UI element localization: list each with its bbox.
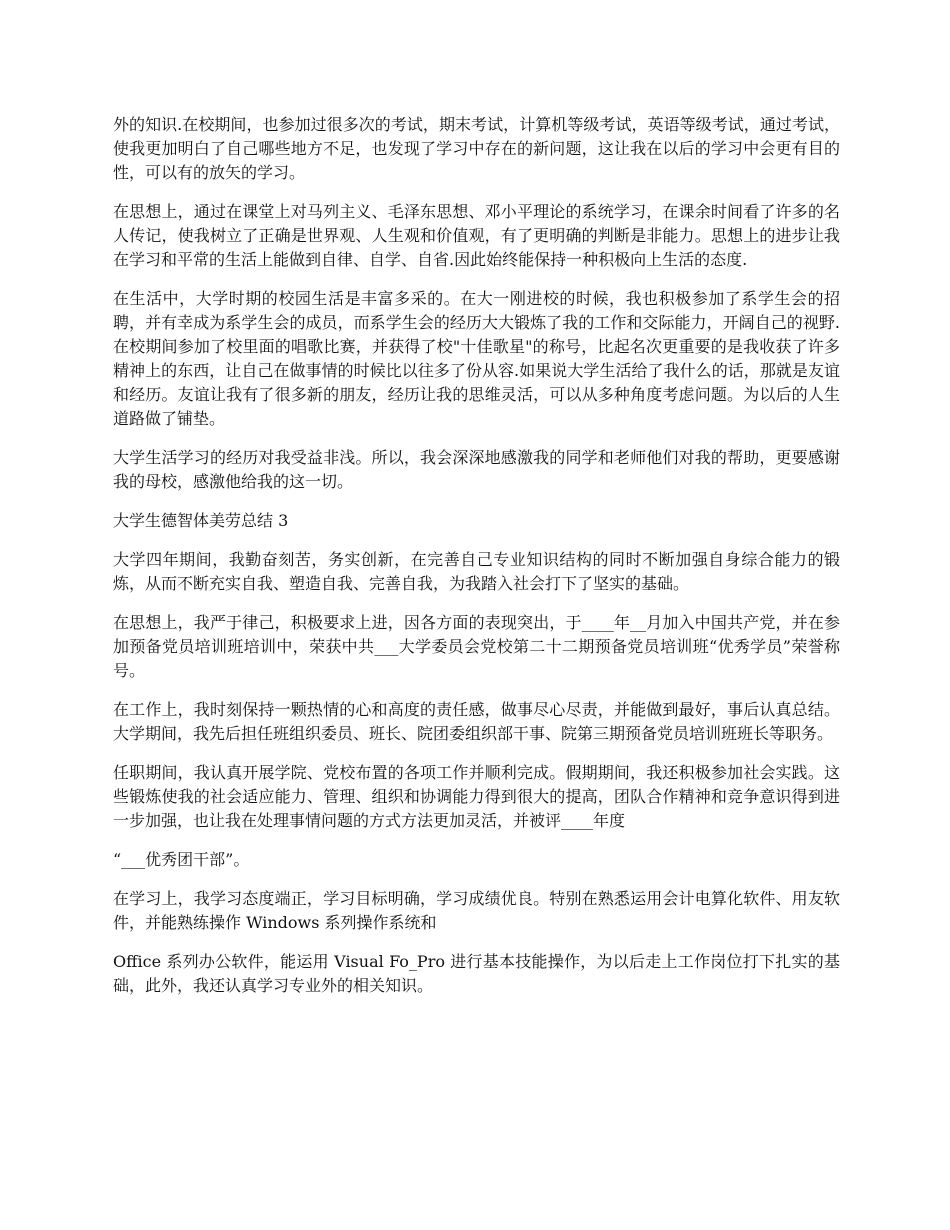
paragraph-learning: 在学习上，我学习态度端正，学习目标明确，学习成绩优良。特别在熟悉运用会计电算化软件、用友软件，并能熟练操作 Windows 系列操作系统和 xyxy=(113,889,840,932)
paragraph-work: 在工作上，我时刻保持一颗热情的心和高度的责任感，做事尽心尽责，并能做到最好，事后认真总结。大学期间，我先后担任班组织委员、班长、院团委组织部干事、院第三期预备党员培训班班长等职务。 xyxy=(113,700,840,743)
document-page xyxy=(113,113,840,1013)
paragraph-office-skills: Office 系列办公软件，能运用 Visual Fo_Pro 进行基本技能操作，为以后走上工作岗位打下扎实的基础，此外，我还认真学习专业外的相关知识。 xyxy=(113,952,840,995)
paragraph-gratitude: 大学生活学习的经历对我受益非浅。所以，我会深深地感激我的同学和老师他们对我的帮助，更要感谢我的母校，感激他给我的这一切。 xyxy=(113,448,840,491)
paragraph-tenure: 任职期间，我认真开展学院、党校布置的各项工作并顺利完成。假期期间，我还积极参加社会实践。这些锻炼使我的社会适应能力、管理、组织和协调能力得到很大的提高，团队合作精神和竞争意识得到进一步加强，也让我在处理事情问题的方式方法更加灵活，并被评____年度 xyxy=(113,763,840,830)
paragraph-party-membership: 在思想上，我严于律己，积极要求上进，因各方面的表现突出，于____年__月加入中国共产党，并在参加预备党员培训班培训中，荣获中共___大学委员会党校第二十二期预备党员培训班“优秀学员”荣誉称号。 xyxy=(113,613,840,680)
paragraph-award: “___优秀团干部”。 xyxy=(113,850,250,869)
paragraph-ideology: 在思想上，通过在课堂上对马列主义、毛泽东思想、邓小平理论的系统学习，在课余时间看了许多的名人传记，使我树立了正确是世界观、人生观和价值观，有了更明确的判断是非能力。思想上的进步让我在学习和平常的生活上能做到自律、自学、自省.因此始终能保持一种积极向上生活的态度. xyxy=(113,202,840,269)
paragraph-study-exams: 外的知识.在校期间，也参加过很多次的考试，期末考试，计算机等级考试，英语等级考试，通过考试，使我更加明白了自己哪些地方不足，也发现了学习中存在的新问题，这让我在以后的学习中会更有目的性，可以有的放矢的学习。 xyxy=(113,115,840,182)
paragraph-campus-life: 在生活中，大学时期的校园生活是丰富多采的。在大一刚进校的时候，我也积极参加了系学生会的招聘，并有幸成为系学生会的成员，而系学生会的经历大大锻炼了我的工作和交际能力，开阔自己的视野.在校期间参加了校里面的唱歌比赛，并获得了校"十佳歌星"的称号，比起名次更重要的是我收获了许多精神上的东西，让自己在做事情的时候比以往多了份从容.如果说大学生活给了我什么的话，那就是友谊和经历。友谊让我有了很多新的朋友，经历让我的思维灵活，可以从多种角度考虑问题。为以后的人生道路做了铺垫。 xyxy=(113,289,840,428)
section-title: 大学生德智体美劳总结 3 xyxy=(113,511,289,530)
paragraph-four-years: 大学四年期间，我勤奋刻苦，务实创新，在完善自己专业知识结构的同时不断加强自身综合能力的锻炼，从而不断充实自我、塑造自我、完善自我，为我踏入社会打下了坚实的基础。 xyxy=(113,550,840,593)
